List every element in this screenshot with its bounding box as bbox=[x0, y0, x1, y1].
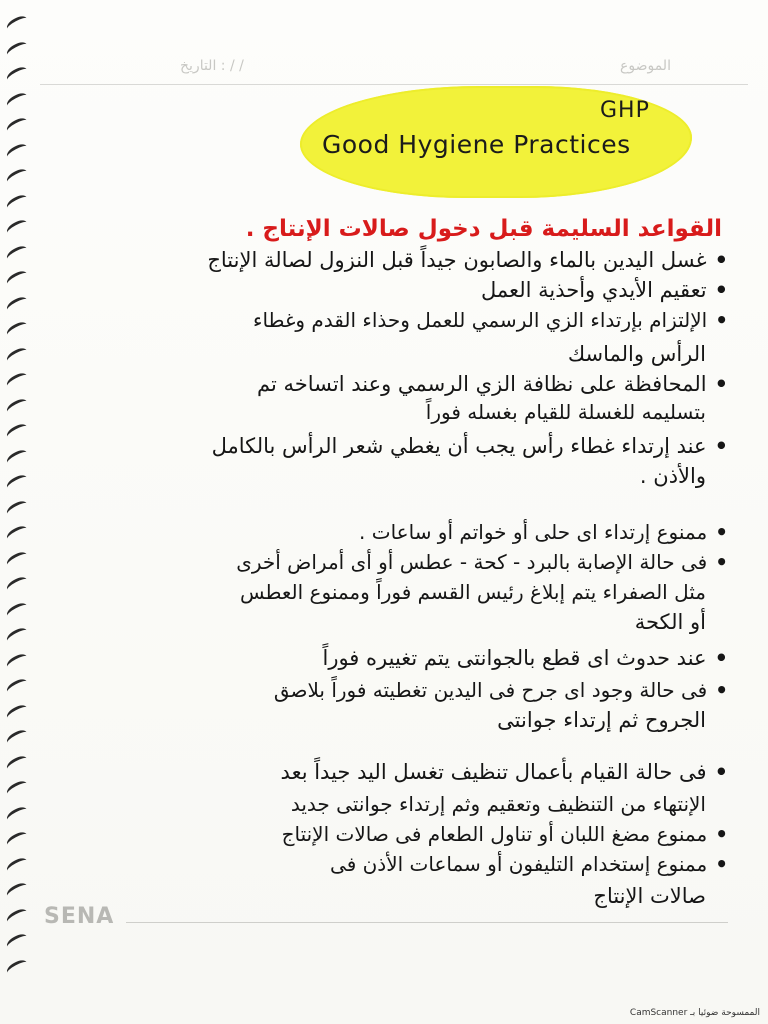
list-item-text: الإلتزام بإرتداء الزي الرسمي للعمل وحذاء القدم وغطاء bbox=[253, 308, 708, 332]
list-item-text: غسل اليدين بالماء والصابون جيداً قبل النزول لصالة الإنتاج bbox=[207, 248, 707, 272]
spiral-binding bbox=[6, 18, 36, 978]
list-item-text: فى حالة القيام بأعمال تنظيف تغسل اليد جيداً بعد bbox=[280, 760, 707, 784]
spiral-coil bbox=[5, 855, 30, 875]
bullet-icon: • bbox=[715, 308, 728, 332]
spiral-coil bbox=[5, 549, 30, 569]
list-item-text: بتسليمه للغسلة للقيام بغسله فوراً bbox=[425, 400, 706, 424]
spiral-coil bbox=[5, 651, 30, 671]
title-abbreviation: GHP bbox=[600, 98, 650, 123]
header-rule bbox=[40, 84, 748, 85]
spiral-coil bbox=[5, 625, 30, 645]
list-item bbox=[593, 884, 706, 908]
list-item-text: فى حالة وجود اى جرح فى اليدين تغطيته فوراً بلاصق bbox=[273, 678, 708, 702]
list-item-text: المحافظة على نظافة الزي الرسمي وعند اتساخه تم bbox=[257, 372, 707, 396]
list-item bbox=[635, 610, 706, 634]
list-item bbox=[257, 372, 728, 396]
spiral-coil bbox=[5, 39, 30, 59]
bullet-icon: • bbox=[714, 278, 728, 302]
list-item bbox=[240, 580, 706, 604]
subject-label: الموضوع bbox=[620, 58, 671, 74]
bullet-icon: • bbox=[714, 760, 728, 784]
spiral-coil bbox=[5, 243, 30, 263]
bullet-icon: • bbox=[714, 372, 728, 396]
spiral-coil bbox=[5, 727, 30, 747]
footer-rule bbox=[126, 922, 728, 923]
spiral-coil bbox=[5, 64, 30, 84]
spiral-coil bbox=[5, 115, 30, 135]
list-item bbox=[207, 248, 728, 272]
bullet-icon: • bbox=[715, 678, 728, 702]
brand-logo: SENA bbox=[44, 904, 115, 929]
spiral-coil bbox=[5, 600, 30, 620]
list-item bbox=[568, 342, 706, 366]
list-item-text: ممنوع إرتداء اى حلى أو خواتم أو ساعات . bbox=[359, 520, 708, 544]
spiral-coil bbox=[5, 906, 30, 926]
list-item-text: مثل الصفراء يتم إبلاغ رئيس القسم فوراً وممنوع العطس bbox=[240, 580, 706, 604]
list-item-text: الجروح ثم إرتداء جوانتى bbox=[497, 708, 706, 732]
bullet-icon: • bbox=[715, 520, 728, 544]
bullet-icon: • bbox=[715, 822, 728, 846]
list-item bbox=[253, 308, 728, 332]
list-item bbox=[640, 464, 706, 488]
list-item-text: ممنوع إستخدام التليفون أو سماعات الأذن فى bbox=[330, 852, 708, 876]
spiral-coil bbox=[5, 166, 30, 186]
spiral-coil bbox=[5, 676, 30, 696]
list-item bbox=[274, 678, 728, 702]
spiral-coil bbox=[5, 421, 30, 441]
list-item bbox=[426, 400, 706, 424]
list-item-text: صالات الإنتاج bbox=[593, 884, 706, 908]
spiral-coil bbox=[5, 829, 30, 849]
spiral-coil bbox=[5, 472, 30, 492]
list-item-text: فى حالة الإصابة بالبرد - كحة - عطس أو أى أمراض أخرى bbox=[236, 550, 708, 574]
list-item-text: عند إرتداء غطاء رأس يجب أن يغطي شعر الرأس بالكامل bbox=[211, 434, 707, 458]
list-item-text: الإنتهاء من التنظيف وتعقيم وثم إرتداء جوانتى جديد bbox=[290, 792, 706, 816]
bullet-icon: • bbox=[714, 248, 728, 272]
bullet-icon: • bbox=[714, 646, 728, 670]
list-item-text: والأذن . bbox=[639, 464, 706, 488]
list-item-text: ممنوع مضغ اللبان أو تناول الطعام فى صالات الإنتاج bbox=[281, 822, 708, 846]
spiral-coil bbox=[5, 523, 30, 543]
spiral-coil bbox=[5, 804, 30, 824]
spiral-coil bbox=[5, 957, 30, 977]
list-item bbox=[359, 520, 728, 544]
list-item-text: تعقيم الأيدي وأحذية العمل bbox=[481, 278, 707, 302]
bullet-icon: • bbox=[715, 852, 728, 876]
list-item bbox=[481, 278, 728, 302]
spiral-coil bbox=[5, 702, 30, 722]
spiral-coil bbox=[5, 498, 30, 518]
spiral-coil bbox=[5, 192, 30, 212]
scanner-watermark: الممسوحة ضوئيا بـ CamScanner bbox=[629, 1008, 760, 1018]
list-item bbox=[282, 822, 728, 846]
spiral-coil bbox=[5, 753, 30, 773]
list-item bbox=[322, 646, 728, 670]
spiral-coil bbox=[5, 778, 30, 798]
list-item bbox=[497, 708, 706, 732]
list-item-text: أو الكحة bbox=[634, 610, 706, 634]
title-full: Good Hygiene Practices bbox=[322, 130, 631, 159]
spiral-coil bbox=[5, 13, 30, 33]
bullet-icon: • bbox=[714, 434, 728, 458]
section-heading: القواعد السليمة قبل دخول صالات الإنتاج . bbox=[245, 216, 722, 242]
spiral-coil bbox=[5, 141, 30, 161]
list-item bbox=[236, 550, 728, 574]
spiral-coil bbox=[5, 880, 30, 900]
spiral-coil bbox=[5, 319, 30, 339]
spiral-coil bbox=[5, 931, 30, 951]
list-item bbox=[330, 852, 728, 876]
spiral-coil bbox=[5, 294, 30, 314]
spiral-coil bbox=[5, 370, 30, 390]
list-item-text: الرأس والماسك bbox=[567, 342, 706, 366]
list-item bbox=[291, 792, 706, 816]
list-item-text: عند حدوث اى قطع بالجوانتى يتم تغييره فوراً bbox=[322, 646, 707, 670]
spiral-coil bbox=[5, 447, 30, 467]
spiral-coil bbox=[5, 90, 30, 110]
spiral-coil bbox=[5, 217, 30, 237]
spiral-coil bbox=[5, 268, 30, 288]
spiral-coil bbox=[5, 345, 30, 365]
spiral-coil bbox=[5, 574, 30, 594]
bullet-icon: • bbox=[715, 550, 728, 574]
spiral-coil bbox=[5, 396, 30, 416]
list-item bbox=[212, 434, 728, 458]
list-item bbox=[281, 760, 728, 784]
date-label: التاريخ : / / bbox=[180, 58, 244, 74]
